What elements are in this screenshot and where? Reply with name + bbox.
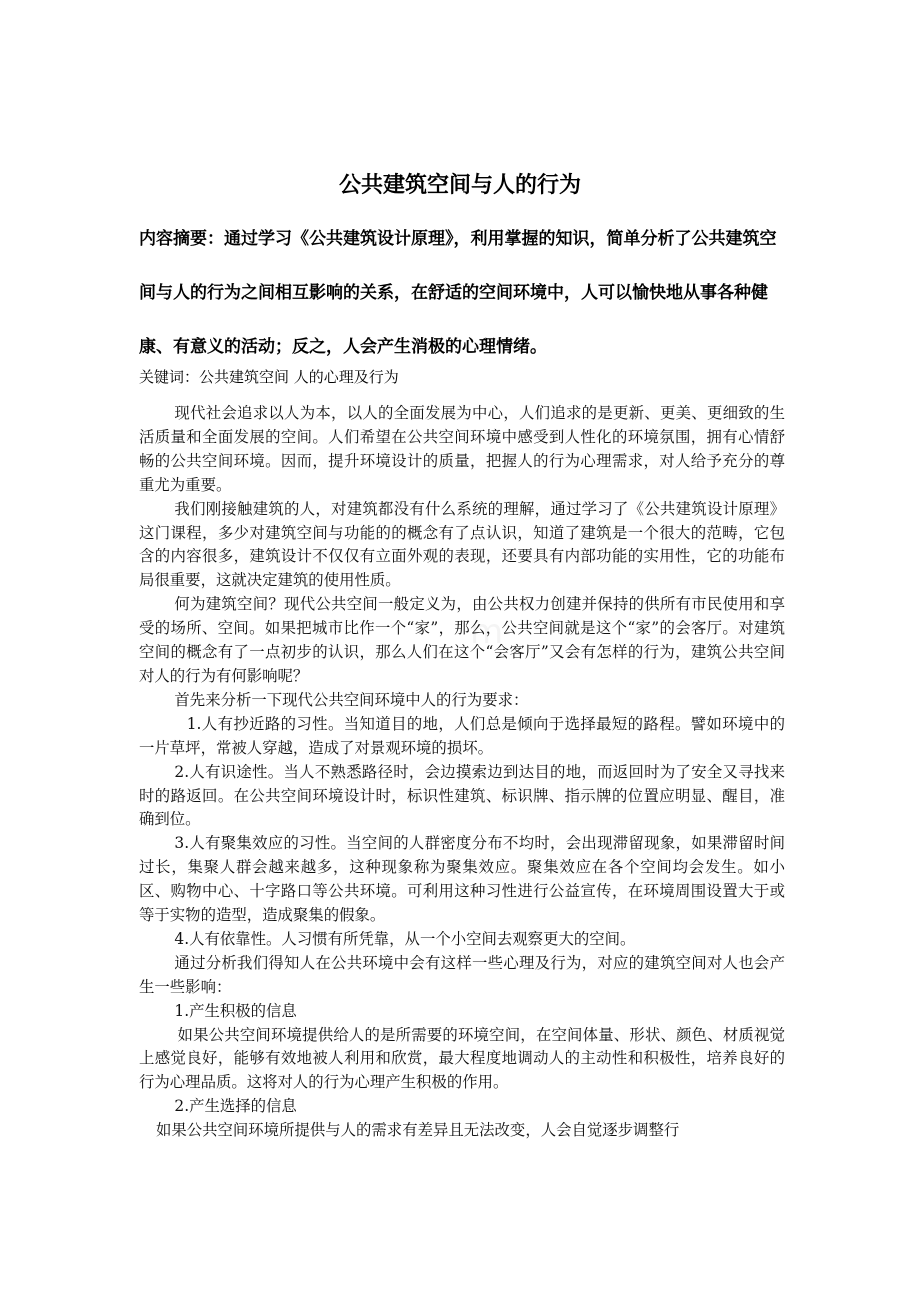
section-heading: 1.产生积极的信息 [174,1001,297,1020]
paragraph: 通过分析我们得知人在公共环境中会有这样一些心理及行为，对应的建筑空间对人也会产生一些影响： [139,953,785,996]
abstract: 内容摘要：通过学习《公共建筑设计原理》，利用掌握的知识，简单分析了公共建筑空间与人的行为之间相互影响的关系，在舒适的空间环境中，人可以愉快地从事各种健康、有意义的活动；反之，人会产生消极的心理情绪。 [139,229,777,357]
watermark [470,612,504,652]
paragraph: 首先来分析一下现代公共空间环境中人的行为要求： [174,690,529,709]
page-title: 公共建筑空间与人的行为 [338,173,581,198]
list-item: 3.人有聚集效应的习性。当空间的人群密度分布不均时，会出现滞留现象，如果滞留时间过长，集聚人群会越来越多，这种现象称为聚集效应。聚集效应在各个空间均会发生。如小区、购物中心、十字路口等公共环境。可利用这种习性进行公益宣传，在环境周围设置大于或等于实物的造型，造成聚集的假象。 [139,834,785,925]
list-item: 2.人有识途性。当人不熟悉路径时，会边摸索边到达目的地，而返回时为了安全又寻找来时的路返回。在公共空间环境设计时，标识性建筑、标识牌、指示牌的位置应明显、醒目，准确到位。 [139,762,785,829]
body-text [139,402,785,1143]
paragraph: 我们刚接触建筑的人，对建筑都没有什么系统的理解，通过学习了《公共建筑设计原理》这门课程，多少对建筑空间与功能的的概念有了点认识，知道了建筑是一个很大的范畴，它包含的内容很多，建筑设计不仅仅有立面外观的表现，还要具有内部功能的实用性，它的功能布局很重要，这就决定建筑的使用性质。 [139,499,785,590]
list-item: 4.人有依靠性。人习惯有所凭靠，从一个小空间去观察更大的空间。 [174,929,636,948]
paragraph: 如果公共空间环境所提供与人的需求有差异且无法改变，人会自觉逐步调整行 [155,1121,680,1140]
keywords: 关键词：公共建筑空间 人的心理及行为 [139,368,399,386]
paragraph: 如果公共空间环境提供给人的是所需要的环境空间，在空间体量、形状、颜色、材质视觉上感觉良好，能够有效地被人利用和欣赏，最大程度地调动人的主动性和积极性，培养良好的行为心理品质。这将对人的行为心理产生积极的作用。 [139,1025,785,1092]
section-heading: 2.产生选择的信息 [174,1097,297,1116]
paragraph: 现代社会追求以人为本，以人的全面发展为中心，人们追求的是更新、更美、更细致的生活质量和全面发展的空间。人们希望在公共空间环境中感受到人性化的环境氛围，拥有心情舒畅的公共空间环境。因而，提升环境设计的质量，把握人的行为心理需求，对人给予充分的尊重尤为重要。 [139,404,785,494]
list-item: 1.人有抄近路的习性。当知道目的地，人们总是倾向于选择最短的路程。譬如环境中的一片草坪，常被人穿越，造成了对景观环境的损坏。 [139,714,785,757]
paragraph: 何为建筑空间？现代公共空间一般定义为，由公共权力创建并保持的供所有市民使用和享受的场所、空间。如果把城市比作一个“家”，那么，公共空间就是这个“家”的会客厅。对建筑空间的概念有了一点初步的认识，那么人们在这个“会客厅”又会有怎样的行为，建筑公共空间对人的行为有何影响呢？ [139,595,785,685]
